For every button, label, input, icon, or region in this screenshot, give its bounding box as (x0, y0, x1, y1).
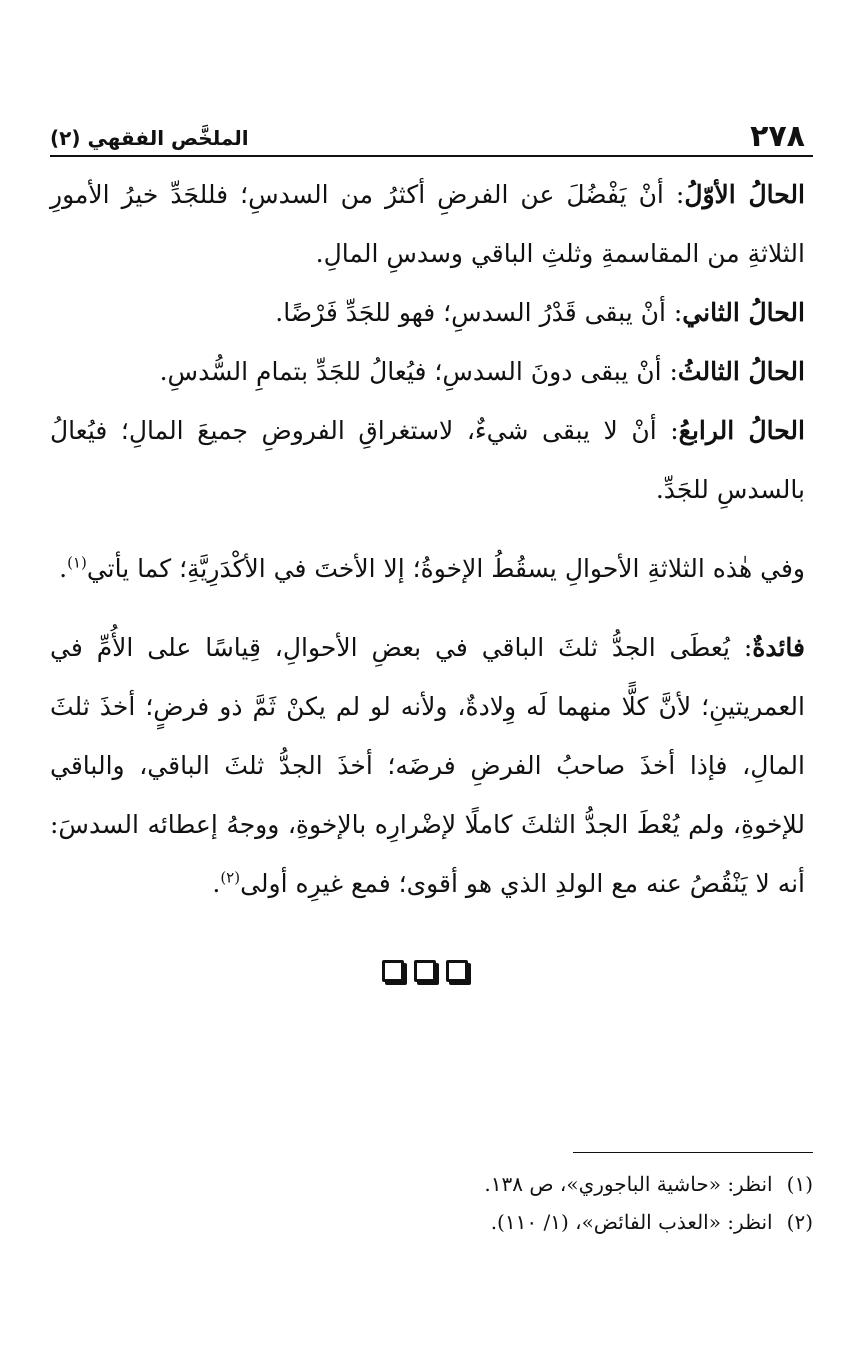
footnote-item (50, 1165, 813, 1203)
paragraph-benefit-note (50, 618, 805, 913)
main-text (50, 165, 805, 913)
paragraph-tail: . (59, 554, 68, 583)
square-ornament-icon (446, 960, 468, 982)
paragraph-body: وفي هٰذه الثلاثةِ الأحوالِ يسقُطُ الإخوةُ؛ إلا الأختَ في الأكْدَرِيَّةِ؛ كما يأتي (86, 554, 805, 583)
paragraph-lead: الحالُ الثالثُ (677, 357, 805, 386)
paragraph-body: : أنْ يبقى دونَ السدسِ؛ فيُعالُ للجَدِّ بتمامِ السُّدسِ. (159, 357, 678, 386)
footnote-number: (٢) (786, 1210, 813, 1234)
footnote-reference[interactable]: (٢) (220, 868, 241, 887)
page-number: ٢٧٨ (750, 119, 805, 154)
footnote-item (50, 1203, 813, 1241)
page-header (50, 108, 805, 152)
paragraph-body: : أنْ يبقى قَدْرُ السدسِ؛ فهو للجَدِّ فَرْضًا. (275, 298, 683, 327)
square-ornament-icon (414, 960, 436, 982)
paragraph-first-case (50, 165, 805, 283)
footnotes (50, 1165, 813, 1241)
header-rule (50, 155, 813, 157)
paragraph-lead: الحالُ الرابعُ (678, 416, 805, 445)
running-title: الملخَّص الفقهي (٢) (50, 126, 249, 150)
paragraph-body: : أنْ لا يبقى شيءٌ، لاستغراقِ الفروضِ جميعَ المالِ؛ فيُعالُ بالسدسِ للجَدِّ. (50, 416, 805, 504)
paragraph-second-case (50, 283, 805, 342)
footnote-reference[interactable]: (١) (67, 553, 87, 572)
paragraph-brothers-excluded (50, 539, 805, 598)
section-divider (0, 960, 849, 982)
paragraph-third-case (50, 342, 805, 401)
square-ornament-icon (382, 960, 404, 982)
footnote-text: انظر: «حاشية الباجوري»، ص ١٣٨. (484, 1172, 773, 1196)
footnote-rule (573, 1152, 813, 1153)
paragraph-body: : أنْ يَفْضُلَ عن الفرضِ أكثرُ من السدسِ؛ فللجَدِّ خيرُ الأمورِ الثلاثةِ من المقاسمةِ وثلثِ الباقي وسدسِ المالِ. (50, 180, 805, 268)
paragraph-lead: الحالُ الأوّلُ (684, 180, 805, 209)
footnote-text: انظر: «العذب الفائض»، (١/ ١١٠). (490, 1210, 773, 1234)
paragraph-tail: . (212, 869, 221, 898)
paragraph-lead: فائدةٌ (752, 633, 805, 662)
paragraph-fourth-case (50, 401, 805, 519)
footnote-number: (١) (786, 1172, 813, 1196)
paragraph-lead: الحالُ الثاني (682, 298, 805, 327)
paragraph-body: : يُعطَى الجدُّ ثلثَ الباقي في بعضِ الأحوالِ، قِياسًا على الأُمِّ في العمريتينِ؛ لأنَّ كلًّا منهما لَه وِلادةٌ، ولأنه لو لم يكنْ ثَمَّ ذو فرضٍ؛ أخذَ ثلثَ المالِ، فإذا أخذَ صاحبُ الفرضِ فرضَه؛ أخذَ الجدُّ ثلثَ الباقي، والباقي للإخوةِ، ولم يُعْطَ الجدُّ الثلثَ كاملًا لإضْرارِه بالإخوةِ، ووجهُ إعطائه السدسَ: أنه لا يَنْقُصُ عنه مع الولدِ الذي هو أقوى؛ فمع غيرِه أولى (50, 633, 805, 898)
